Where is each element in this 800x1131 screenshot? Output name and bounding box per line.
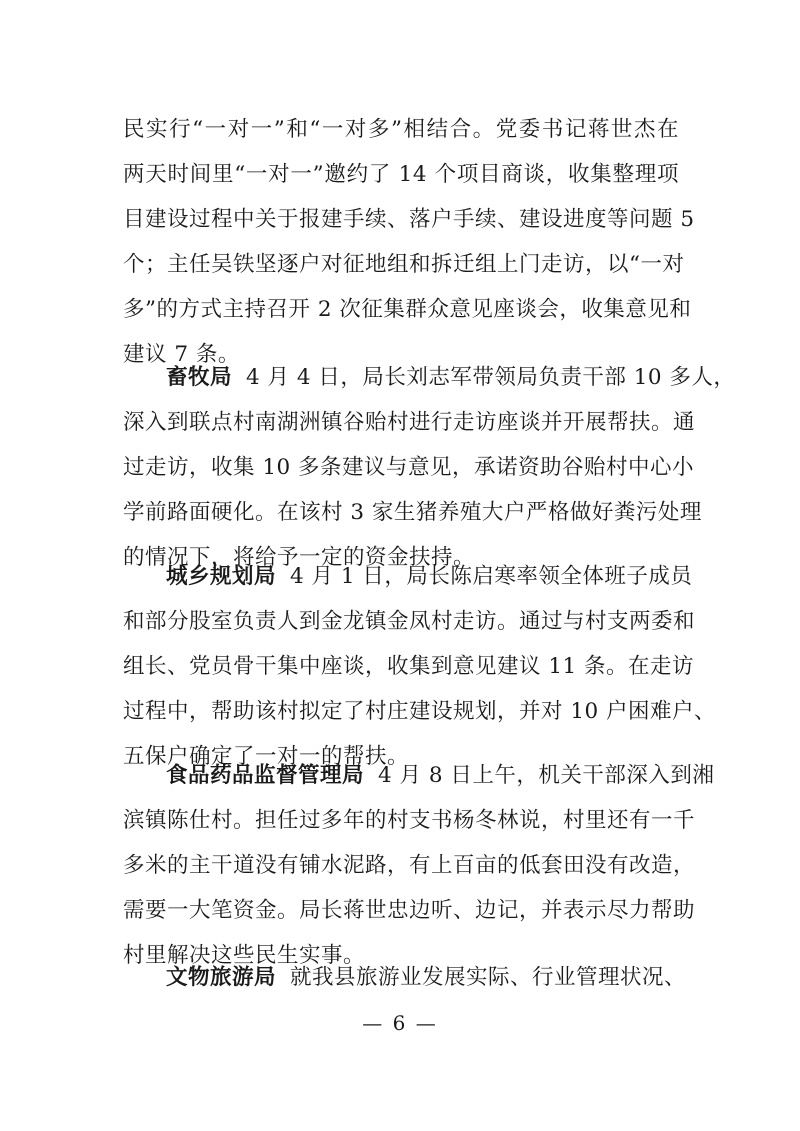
paragraph-line: 的情况下，将给予一定的资金扶持。 bbox=[123, 545, 476, 570]
paragraph-line: 目建设过程中关于报建手续、落户手续、建设进度等问题 5 bbox=[123, 207, 695, 232]
paragraph-line: 多米的主干道没有铺水泥路，有上百亩的低套田没有改造， bbox=[123, 853, 696, 878]
paragraph-line: 学前路面硬化。在该村 3 家生猪养殖大户严格做好粪污处理 bbox=[123, 500, 702, 525]
section-heading: 文物旅游局 bbox=[166, 965, 277, 990]
paragraph-text: 就我县旅游业发展实际、行业管理状况、 bbox=[290, 965, 687, 990]
section-heading: 畜牧局 bbox=[166, 365, 233, 390]
paragraph-line: 个；主任吴铁坚逐户对征地组和拆迁组上门走访，以“一对 bbox=[123, 252, 685, 277]
paragraph-text: 4 月 8 日上午，机关干部深入到湘 bbox=[378, 763, 715, 788]
page-number: — 6 — bbox=[362, 1011, 438, 1035]
section-heading: 城乡规划局 bbox=[166, 564, 277, 589]
paragraph-text: 4 月 4 日，局长刘志军带领局负责干部 10 多人， bbox=[246, 365, 736, 390]
paragraph-line: 民实行“一对一”和“一对多”相结合。党委书记蒋世杰在 bbox=[123, 117, 679, 142]
paragraph-line: 两天时间里“一对一”邀约了 14 个项目商谈，收集整理项 bbox=[123, 162, 679, 187]
paragraph-line: 和部分股室负责人到金龙镇金凤村走访。通过与村支两委和 bbox=[123, 609, 696, 634]
paragraph-line: 过走访，收集 10 多条建议与意见，承诺资助谷贻村中心小 bbox=[123, 455, 695, 480]
paragraph-line: 组长、党员骨干集中座谈，收集到意见建议 11 条。在走访 bbox=[123, 654, 695, 679]
paragraph-line: 过程中，帮助该村拟定了村庄建设规划，并对 10 户困难户、 bbox=[123, 699, 717, 724]
paragraph-line: 建议 7 条。 bbox=[123, 342, 240, 367]
paragraph-first-line bbox=[166, 756, 715, 796]
paragraph-line: 滨镇陈仕村。担任过多年的村支书杨冬林说，村里还有一千 bbox=[123, 808, 696, 833]
paragraph-line: 多”的方式主持召开 2 次征集群众意见座谈会，收集意见和 bbox=[123, 297, 692, 322]
paragraph-line: 五保户确定了一对一的帮扶。 bbox=[123, 744, 410, 769]
paragraph-line: 深入到联点村南湖洲镇谷贻村进行走访座谈并开展帮扶。通 bbox=[123, 410, 696, 435]
paragraph-first-line bbox=[166, 358, 736, 398]
paragraph-line: 村里解决这些民生实事。 bbox=[123, 943, 366, 968]
paragraph-line: 需要一大笔资金。局长蒋世忠边听、边记，并表示尽力帮助 bbox=[123, 898, 696, 923]
paragraph-first-line bbox=[166, 958, 687, 998]
paragraph-text: 4 月 1 日，局长陈启寒率领全体班子成员 bbox=[290, 564, 693, 589]
section-heading: 食品药品监督管理局 bbox=[166, 763, 365, 788]
paragraph-first-line bbox=[166, 557, 693, 597]
